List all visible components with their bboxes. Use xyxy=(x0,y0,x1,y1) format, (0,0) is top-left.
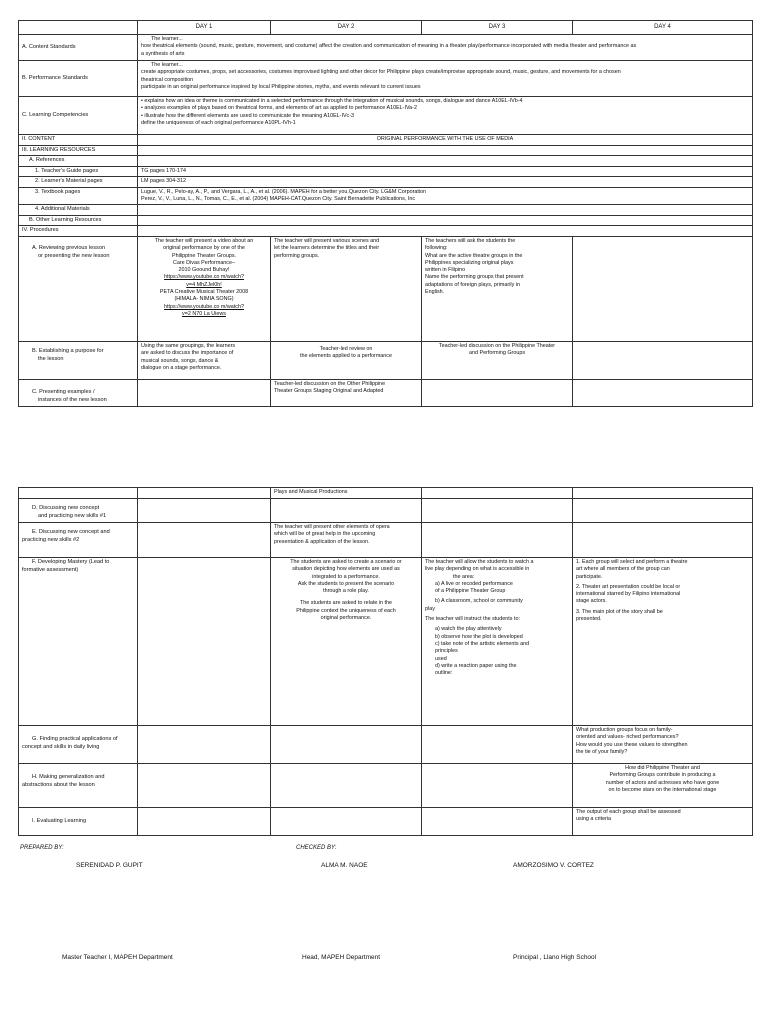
procedure-i-row xyxy=(19,808,753,836)
text-line: B. Establishing a purpose for xyxy=(32,347,104,354)
content-row xyxy=(19,135,753,146)
procedure-b-day4 xyxy=(573,341,753,379)
procedure-b-day1 xyxy=(138,341,271,379)
learning-resources-label: III. LEARNING RESOURCES xyxy=(19,145,138,156)
text-line: the elements applied to a performance xyxy=(300,353,392,360)
text-line: original performance. xyxy=(320,615,372,622)
content-value: ORIGINAL PERFORMANCE WITH THE USE OF MEDIA xyxy=(138,135,753,146)
text-line: Care Divas Performance– xyxy=(172,259,236,266)
text-line: participate in an original performance inspired by local Philippine stories, myths, and events relevant to current issues xyxy=(141,83,421,90)
procedure-c-day4 xyxy=(573,379,753,406)
text-line: theatrical composition xyxy=(141,76,194,83)
learners-material-label: 2. Learner's Material pages xyxy=(19,177,138,188)
text-line: The learner... xyxy=(151,36,183,42)
procedure-a-row xyxy=(19,236,753,341)
teachers-guide-label: 1. Teacher's Guide pages xyxy=(19,166,138,177)
text-line: instances of the new lesson xyxy=(38,396,107,403)
text-line: used xyxy=(435,655,447,662)
procedure-b-row xyxy=(19,341,753,379)
procedure-a-day4 xyxy=(573,236,753,341)
text-line: stage actors. xyxy=(576,598,607,605)
empty-cell xyxy=(422,499,573,523)
text-line: C. Presenting examples / xyxy=(32,388,95,395)
text-line: situation depicting how elements are used as xyxy=(292,566,400,573)
text-line: art where all members of the group can xyxy=(576,566,670,573)
text-line: Name the performing groups that present xyxy=(425,274,524,281)
procedure-e-day2 xyxy=(271,523,422,558)
text-line: 2. Theater art presentation could be local or xyxy=(576,583,681,590)
procedure-a-day1 xyxy=(138,236,271,341)
performance-standards-label: B. Performance Standards xyxy=(19,61,138,97)
text-line: b) A classroom, school or community xyxy=(435,598,523,605)
procedure-a-label xyxy=(19,236,138,341)
procedure-g-day4 xyxy=(573,726,753,764)
text-line: What are the active theatre groups in the xyxy=(425,252,523,259)
procedure-g-row xyxy=(19,726,753,764)
procedures-row xyxy=(19,226,753,237)
textbook-value xyxy=(138,187,753,205)
content-standards-label: A. Content Standards xyxy=(19,35,138,61)
empty-cell xyxy=(138,499,271,523)
text-line: using a criteria xyxy=(576,816,612,823)
text-line: Using the same groupings, the learners xyxy=(141,342,236,349)
text-line: Perez, V., V., Luna, L., N., Tomas, C., E., et al. (2004) MAPEH-CAT.Quezon City. Saint Bernadette Publications, Inc xyxy=(141,196,416,203)
text-line: The teacher will present other elements of opera xyxy=(274,524,390,530)
text-line: What production groups focus on family- xyxy=(576,727,673,733)
text-line: adaptations of foreign plays, primarily in xyxy=(425,281,520,288)
empty-cell xyxy=(573,488,753,499)
text-line: D. Discussing new concept xyxy=(32,505,100,511)
learning-resources-row xyxy=(19,145,753,156)
lesson-plan-table-bottom xyxy=(18,487,753,836)
text-line: (HIMALA- NIMIA SONG) xyxy=(174,296,234,303)
text-line: • analyzes examples of plays based on theatrical forms, and elements of art as applied to performance A10EL-IVa-2 xyxy=(141,105,417,112)
text-line: The teachers will ask the students the xyxy=(425,237,516,244)
procedure-d-row xyxy=(19,499,753,523)
additional-materials-value xyxy=(138,205,753,216)
text-line: play xyxy=(425,605,435,612)
additional-materials-row xyxy=(19,205,753,216)
text-line: English. xyxy=(425,289,445,296)
text-line: The students are asked to relate in the xyxy=(300,600,392,607)
text-line: 2010 Goound Buhay! xyxy=(178,267,230,274)
text-line: Teacher-led review on xyxy=(319,345,373,352)
text-line: Ask the students to present the scenario xyxy=(297,580,395,587)
plays-header: Plays and Musical Productions xyxy=(271,488,422,499)
plays-header-row xyxy=(19,488,753,499)
text-line: E. Discussing new concept and xyxy=(32,529,110,535)
textbook-label: 3. Textbook pages xyxy=(19,187,138,205)
empty-cell xyxy=(422,488,573,499)
text-line: original performance by one of the xyxy=(163,245,245,252)
empty-cell xyxy=(138,808,271,836)
text-line: create appropriate costumes, props, set accessories, costumes improvised lighting and other decor for Philippine plays create/improvise appropriate sound, music, gesture, and movements for a chosen xyxy=(141,69,621,76)
checker-name: ALMA M. NAOE xyxy=(321,862,368,869)
teachers-guide-value: TG pages 170-174 xyxy=(138,166,753,177)
empty-cell xyxy=(271,726,422,764)
day-header-row xyxy=(19,21,753,35)
text-line: Philippine context the uniqueness of each xyxy=(296,607,396,614)
empty-cell xyxy=(271,808,422,836)
empty-cell xyxy=(573,499,753,523)
procedure-f-day4 xyxy=(573,558,753,726)
procedure-c-day2 xyxy=(271,379,422,406)
empty-cell xyxy=(138,145,753,156)
text-line: The learner... xyxy=(151,62,183,68)
text-line: international starred by Filipino international xyxy=(576,591,681,598)
learning-competencies-row xyxy=(19,97,753,135)
procedure-c-label xyxy=(19,379,138,406)
text-line: number of actors and actresses who have gone xyxy=(605,779,720,786)
references-label: A. References xyxy=(19,156,138,167)
text-line: on to become stars on the international stage xyxy=(608,786,717,793)
text-line: participate. xyxy=(576,573,603,580)
empty-cell xyxy=(138,215,753,226)
text-line: The teacher will present a video about an xyxy=(154,237,254,244)
text-line: abstractions about the lesson xyxy=(22,781,95,788)
content-label: II. CONTENT xyxy=(19,135,138,146)
principal-name: AMORZOSIMO V. CORTEZ xyxy=(513,862,594,869)
header-blank-cell xyxy=(19,21,138,35)
video-link[interactable]: v=2 N70 La Uiews xyxy=(182,310,226,317)
text-line: live play depending on what is accessible in xyxy=(425,566,530,573)
preparer-name: SERENIDAD P. GUPIT xyxy=(76,862,143,869)
empty-cell xyxy=(271,499,422,523)
preparer-position: Master Teacher I, MAPEH Department xyxy=(62,954,173,961)
empty-cell xyxy=(138,558,271,726)
text-line: Theater Groups Staging Original and Adapted xyxy=(274,388,384,395)
day2-header: DAY 2 xyxy=(271,21,422,35)
empty-cell xyxy=(422,764,573,808)
procedure-h-label xyxy=(19,764,138,808)
additional-materials-label: 4. Additional Materials xyxy=(19,205,138,216)
text-line: • explains how an idea or theme is communicated in a selected performance through the integration of musical sounds, songs, dialogue and dance A10EL-IVb-4 xyxy=(141,98,523,104)
text-line: A. Reviewing previous lesson xyxy=(32,244,106,251)
procedure-a-day3 xyxy=(422,236,573,341)
empty-cell xyxy=(138,156,753,167)
learners-material-row xyxy=(19,177,753,188)
text-line: b) observe how the plot is developed xyxy=(435,633,523,640)
procedure-i-label xyxy=(19,808,138,836)
text-line: the lesson xyxy=(38,355,64,362)
procedure-f-day2 xyxy=(271,558,422,726)
checked-by-label: CHECKED BY: xyxy=(296,845,337,851)
text-line: Lugue, V., R., Pelo-ay, A., P., and Vergara, L., A., et al. (2006). MAPEH for a better you.Quezon City. LG&M Corporation xyxy=(141,188,427,195)
empty-cell xyxy=(138,764,271,808)
text-line: I. Evaluating Learning xyxy=(32,817,87,824)
teachers-guide-row xyxy=(19,166,753,177)
text-line: the tie of your family? xyxy=(576,748,628,755)
learners-material-value: LM pages 304-312 xyxy=(138,177,753,188)
text-line: and practicing new skills #1 xyxy=(38,512,107,519)
text-line: 3. The main plot of the story shall be xyxy=(576,608,663,615)
text-line: Teacher-led discussion on the Other Philippine xyxy=(274,380,386,387)
text-line: d) write a reaction paper using the xyxy=(435,662,517,669)
text-line: G. Finding practical applications of xyxy=(32,736,118,742)
empty-cell xyxy=(422,523,573,558)
text-line: oriented and values- riched performances? xyxy=(576,734,679,741)
empty-cell xyxy=(138,726,271,764)
text-line: the area: xyxy=(453,573,475,580)
procedure-g-label xyxy=(19,726,138,764)
text-line: a) A live or recoded performance xyxy=(435,580,513,587)
text-line: H. Making generalization and xyxy=(32,774,105,780)
text-line: of a Philippine Theater Group xyxy=(435,588,506,595)
procedure-e-label xyxy=(19,523,138,558)
procedure-h-day4 xyxy=(573,764,753,808)
video-link[interactable]: https://www.youtube.co m/watch? xyxy=(164,274,244,281)
text-line: concept and skills in daily living xyxy=(22,743,100,750)
procedure-i-day4 xyxy=(573,808,753,836)
procedure-b-label xyxy=(19,341,138,379)
procedures-label: IV. Procedures xyxy=(19,226,138,237)
day3-header: DAY 3 xyxy=(422,21,573,35)
text-line: Teacher-led discussion on the Philippine Theater xyxy=(438,342,556,349)
text-line: a) watch the play attentively xyxy=(435,626,502,633)
text-line: presented. xyxy=(576,616,602,623)
text-line: The students are asked to create a scenario or xyxy=(290,559,402,565)
text-line: practicing new skills #2 xyxy=(22,536,80,543)
procedure-b-day2 xyxy=(271,341,422,379)
text-line: how theatrical elements (sound, music, gesture, movement, and costume) affect the creation and communication of meaning in a theater play/performance incorporated with media theater and performance as xyxy=(141,43,637,50)
text-line: integrated to a performance. xyxy=(312,573,380,580)
procedure-f-day3 xyxy=(422,558,573,726)
text-line: principles xyxy=(435,648,458,655)
text-line: through a role play. xyxy=(323,588,369,595)
references-row xyxy=(19,156,753,167)
procedure-d-label xyxy=(19,499,138,523)
text-line: 1. Each group will select and perform a theatre xyxy=(576,559,688,565)
text-line: let the learners determine the titles and their xyxy=(274,245,380,252)
procedure-c-day3 xyxy=(422,379,573,406)
procedure-a-day2 xyxy=(271,236,422,341)
procedure-f-label xyxy=(19,558,138,726)
text-line: musical sounds, songs, dance & xyxy=(141,357,219,364)
checker-position: Head, MAPEH Department xyxy=(302,954,381,961)
other-resources-row xyxy=(19,215,753,226)
text-line: and Performing Groups xyxy=(468,350,526,357)
video-link[interactable]: https://www.youtube.co m/watch? xyxy=(164,303,244,310)
procedure-h-row xyxy=(19,764,753,808)
text-line: F. Developing Mastery (Lead to xyxy=(32,559,110,565)
text-line: presentation & application of the lesson. xyxy=(274,538,370,545)
text-line: define the uniqueness of each original performance A10PL-IVh-1 xyxy=(141,119,296,126)
procedure-f-row xyxy=(19,558,753,726)
text-line: How would you use these values to strengthen xyxy=(576,741,688,748)
text-line: c) take note of the artistic elements and xyxy=(435,640,530,647)
text-line: a synthesis of arts xyxy=(141,50,185,57)
text-line: The output of each group shall be assessed xyxy=(576,809,681,815)
principal-position: Principal , Llano High School xyxy=(513,954,597,961)
content-standards-row xyxy=(19,35,753,61)
empty-cell xyxy=(271,764,422,808)
text-line: How did Philippine Theater and xyxy=(625,765,700,771)
empty-cell xyxy=(138,523,271,558)
procedure-b-day3 xyxy=(422,341,573,379)
empty-cell xyxy=(138,488,271,499)
textbook-row xyxy=(19,187,753,205)
text-line: or presenting the new lesson xyxy=(38,252,110,259)
procedure-c-row xyxy=(19,379,753,406)
procedure-c-day1 xyxy=(138,379,271,406)
text-line: formative assessment) xyxy=(22,566,79,573)
content-standards-text xyxy=(138,35,753,61)
text-line: • illustrate how the different elements are used to communicate the meaning A10EL-IVc-3 xyxy=(141,112,355,119)
empty-cell xyxy=(573,523,753,558)
empty-cell xyxy=(138,226,753,237)
text-line: Performing Groups contribute in producing a xyxy=(609,772,716,779)
lesson-plan-table-top xyxy=(18,20,753,407)
learning-competencies-label: C. Learning Competencies xyxy=(19,97,138,135)
performance-standards-row xyxy=(19,61,753,97)
day4-header: DAY 4 xyxy=(573,21,753,35)
text-line: are asked to discuss the importance of xyxy=(141,350,234,357)
learning-competencies-text xyxy=(138,97,753,135)
text-line: The teacher will instruct the students to: xyxy=(425,616,520,623)
other-resources-label: B. Other Learning Resources xyxy=(19,215,138,226)
text-line: The teacher will allow the students to watch a xyxy=(425,559,534,565)
text-line: which will be of great help in the upcoming xyxy=(274,531,376,538)
empty-cell xyxy=(422,726,573,764)
video-link[interactable]: v=4 MhZJel0h! xyxy=(186,281,222,288)
text-line: dialogue on a stage performance. xyxy=(141,364,222,371)
text-line: outline: xyxy=(435,670,453,677)
text-line: performing groups. xyxy=(274,252,320,259)
text-line: Philippines specializing original plays xyxy=(425,259,514,266)
text-line: PETA Creative Musical Theater 2008 xyxy=(159,289,249,296)
text-line: following: xyxy=(425,245,448,252)
text-line: written in Filipino xyxy=(425,267,466,274)
performance-standards-text xyxy=(138,61,753,97)
prepared-by-label: PREPARED BY: xyxy=(20,845,64,851)
text-line: Philippine Theater Groups. xyxy=(171,252,237,259)
text-line: The teacher will present various scenes and xyxy=(274,237,380,244)
day1-header: DAY 1 xyxy=(138,21,271,35)
procedure-e-row xyxy=(19,523,753,558)
empty-cell xyxy=(19,488,138,499)
empty-cell xyxy=(422,808,573,836)
